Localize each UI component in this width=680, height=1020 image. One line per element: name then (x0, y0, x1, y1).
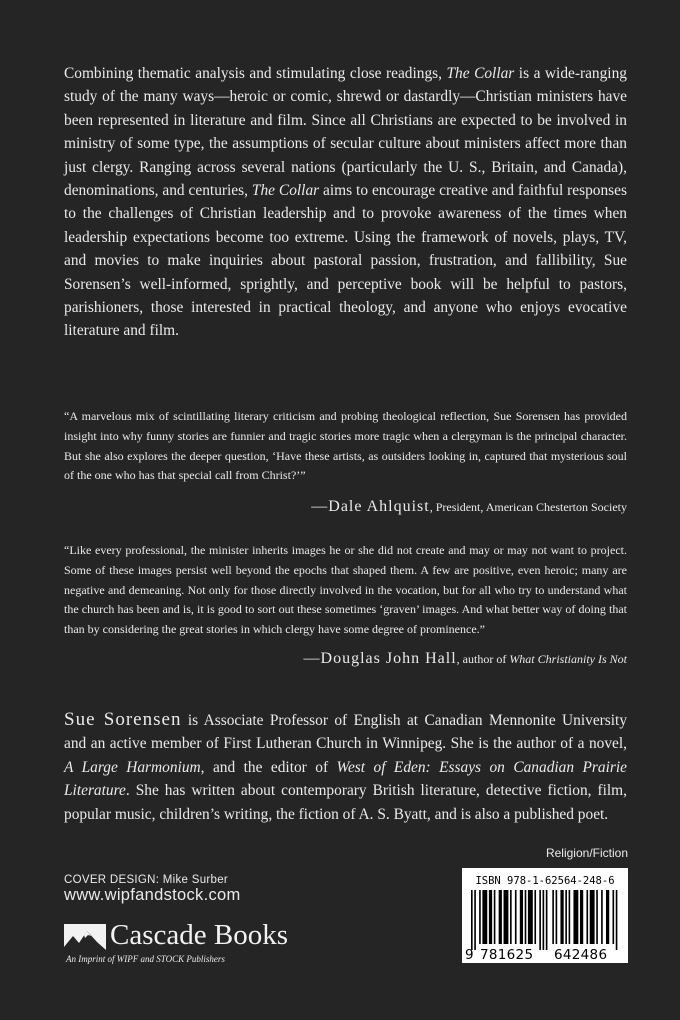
barcode-bar (528, 890, 533, 944)
book-description (64, 62, 627, 343)
barcode-bar (569, 890, 571, 944)
barcode-bar (510, 890, 512, 944)
bio-text-2: , and the editor of (200, 758, 337, 776)
author-name: Sue Sorensen (64, 709, 182, 730)
barcode-bar (580, 890, 583, 944)
barcode-bar (586, 890, 588, 944)
barcode-bar (479, 890, 481, 944)
publisher-tagline: An Imprint of WIPF and STOCK Publishers (66, 954, 225, 964)
barcode-bar (612, 890, 614, 944)
publisher-name: Cascade Books (110, 919, 288, 951)
barcode-bar (573, 890, 578, 944)
barcode-bar (601, 890, 603, 944)
isbn-number: ISBN 978-1-62564-248-6 (475, 875, 615, 887)
barcode-bar (616, 890, 618, 950)
bio-text-1: is Associate Professor of English at Canadian Mennonite University and an active member of First Lutheran Church in Winnipeg. She is the author of a novel, (64, 712, 628, 753)
endorser-dash-2: — (303, 650, 321, 667)
endorser-role-2: , author of (456, 652, 510, 666)
cover-design-credit: COVER DESIGN: Mike Surber (64, 874, 229, 886)
publisher-website[interactable]: www.wipfandstock.com (64, 886, 241, 904)
endorsement-attribution-2 (304, 650, 627, 668)
barcode-digits-left: 781625 (480, 947, 534, 963)
endorser-dash-1: — (311, 498, 329, 515)
description-text-3: aims to encourage creative and faithful responses to the challenges of Christian leadership and to provoke awareness of the times when leadership expectations become too extreme. Using the framework of novels, plays, TV, and movies to make inquiries about pastoral passion, frustration, and fallibility, Sue Sorensen’s well-informed, sprightly, and perceptive book will be helpful to pastors, parishioners, those interested in practical theology, and anyone who enjoys evocative literature and film. (64, 182, 627, 340)
novel-title: A Large Harmonium (64, 758, 201, 776)
barcode-bar (552, 890, 554, 944)
bio-text-3: . She has written about contemporary British literature, detective fiction, film, popular music, children’s writing, the fiction of A. S. Byatt, and is also a published poet. (64, 782, 627, 823)
barcode-bar (515, 890, 517, 944)
book-title-ref-1: The Collar (446, 65, 515, 82)
barcode-bar (565, 890, 567, 944)
barcode-bar (556, 890, 558, 944)
barcode-bar (596, 890, 598, 944)
barcode-bar (590, 890, 595, 944)
author-bio (64, 708, 627, 826)
barcode-bar (606, 890, 609, 944)
endorser-name-1: Dale Ahlquist (328, 498, 430, 515)
endorsement-quote-2: “Like every professional, the minister inherits images he or she did not create and may or may not want to project. Some of these images persist well beyond the epochs that shaped them. A few are positive, even heroic; many are negative and demeaning. Not only for those directly involved in the vocation, but for all who try to understand what the church has been and is, it is good to sort out these sometimes ‘graven’ images. And what better way of doing that than by considering the great stories in which clergy have some degree of prominence.” (64, 543, 627, 637)
endorser-book-title-2: What Christianity Is Not (509, 652, 627, 666)
endorser-role-1: , President, American Chesterton Society (429, 500, 627, 514)
barcode-bar (520, 890, 523, 944)
edited-book-title: West of Eden: Essays on Canadian Prairie Literature (64, 758, 627, 800)
barcode-bar (534, 890, 536, 944)
barcode-bar (474, 890, 476, 950)
barcode-bar (499, 890, 502, 944)
publisher-imprint (64, 921, 334, 971)
barcode-bar (494, 890, 496, 944)
barcode-bar (543, 890, 545, 950)
barcode-bar (471, 890, 473, 950)
book-title-ref-2: The Collar (251, 182, 320, 200)
genre-label: Religion/Fiction (545, 846, 628, 860)
description-text-1: Combining thematic analysis and stimulating close readings, (64, 65, 447, 82)
endorser-name-2: Douglas John Hall (320, 650, 457, 667)
barcode-bar (546, 890, 548, 950)
barcode-digits-right: 642486 (554, 947, 608, 963)
barcode-bar (504, 890, 509, 944)
description-text-2: is a wide-ranging study of the many ways—heroic or comic, shrewd or dastardly—Christian ministers have been represented in literature and film. Since all Christians are expected to be involved in ministry of some type, the assumptions of secular culture about ministers affect more than just clergy. Ranging across several nations (particularly the U. S., Britain, and Canada), denominations, and centuries, (64, 65, 627, 200)
barcode-bars (466, 890, 624, 950)
barcode-bar (525, 890, 527, 944)
isbn-barcode (462, 868, 628, 963)
barcode-bar (482, 890, 487, 944)
barcode-bar (539, 890, 541, 950)
barcode-bar (489, 890, 492, 944)
barcode-digit-first: 9 (465, 947, 474, 963)
endorsement-attribution-1 (311, 498, 627, 516)
endorsement-quote-1: “A marvelous mix of scintillating literary criticism and probing theological reflection, Sue Sorensen has provided insight into why funny stories are funnier and tragic stories more tragic when a clergyman is the principal character. But she also explores the deeper question, ‘Have these artists, as outsiders looking in, captured that mysterious soul of the one who has that special call from Christ?’” (64, 409, 627, 483)
barcode-bar (560, 890, 563, 944)
